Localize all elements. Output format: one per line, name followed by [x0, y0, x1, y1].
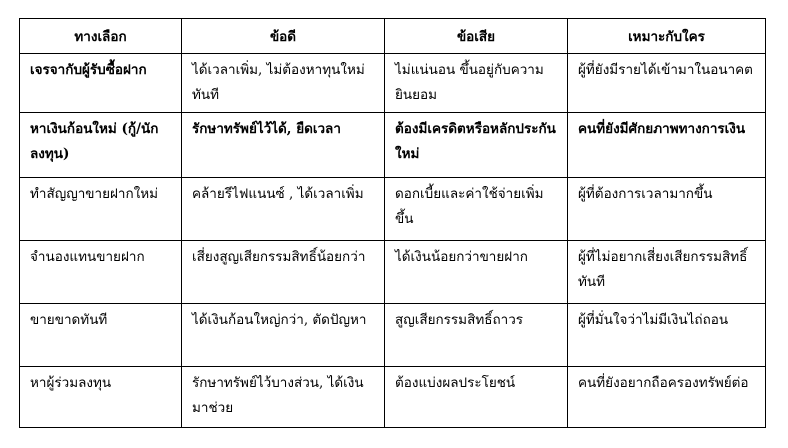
cell-pros: รักษาทรัพย์ไว้บางส่วน, ได้เงินมาช่วย	[182, 367, 385, 428]
cell-pros: คล้ายรีไฟแนนซ์ , ได้เวลาเพิ่ม	[182, 178, 385, 241]
table-row	[20, 367, 766, 428]
cell-suitable: ผู้ที่มั่นใจว่าไม่มีเงินไถ่ถอน	[568, 304, 766, 367]
cell-option: จำนองแทนขายฝาก	[20, 241, 182, 304]
cell-suitable: ผู้ที่ไม่อยากเสี่ยงเสียกรรมสิทธิ์ทันที	[568, 241, 766, 304]
cell-cons: ต้องแบ่งผลประโยชน์	[385, 367, 568, 428]
table-row	[20, 54, 766, 113]
header-cons: ข้อเสีย	[385, 19, 568, 54]
cell-suitable: คนที่ยังมีศักยภาพทางการเงิน	[568, 113, 766, 178]
table-row	[20, 178, 766, 241]
cell-option: หาเงินก้อนใหม่ (กู้/นักลงทุน)	[20, 113, 182, 178]
cell-suitable: คนที่ยังอยากถือครองทรัพย์ต่อ	[568, 367, 766, 428]
cell-cons: ดอกเบี้ยและค่าใช้จ่ายเพิ่มขึ้น	[385, 178, 568, 241]
cell-pros: ได้เวลาเพิ่ม, ไม่ต้องหาทุนใหม่ทันที	[182, 54, 385, 113]
table-row	[20, 113, 766, 178]
cell-pros: รักษาทรัพย์ไว้ได้, ยืดเวลา	[182, 113, 385, 178]
cell-cons: ได้เงินน้อยกว่าขายฝาก	[385, 241, 568, 304]
cell-option: ทำสัญญาขายฝากใหม่	[20, 178, 182, 241]
cell-pros: เสี่ยงสูญเสียกรรมสิทธิ์น้อยกว่า	[182, 241, 385, 304]
cell-suitable: ผู้ที่ต้องการเวลามากขึ้น	[568, 178, 766, 241]
cell-cons: ต้องมีเครดิตหรือหลักประกันใหม่	[385, 113, 568, 178]
header-option: ทางเลือก	[20, 19, 182, 54]
table-header-row	[20, 19, 766, 54]
cell-cons: ไม่แน่นอน ขึ้นอยู่กับความยินยอม	[385, 54, 568, 113]
table-row	[20, 304, 766, 367]
cell-option: เจรจากับผู้รับซื้อฝาก	[20, 54, 182, 113]
cell-option: หาผู้ร่วมลงทุน	[20, 367, 182, 428]
cell-option: ขายขาดทันที	[20, 304, 182, 367]
table-row	[20, 241, 766, 304]
cell-cons: สูญเสียกรรมสิทธิ์ถาวร	[385, 304, 568, 367]
header-suitable: เหมาะกับใคร	[568, 19, 766, 54]
cell-suitable: ผู้ที่ยังมีรายได้เข้ามาในอนาคต	[568, 54, 766, 113]
options-comparison-table	[19, 18, 766, 428]
header-pros: ข้อดี	[182, 19, 385, 54]
cell-pros: ได้เงินก้อนใหญ่กว่า, ตัดปัญหา	[182, 304, 385, 367]
